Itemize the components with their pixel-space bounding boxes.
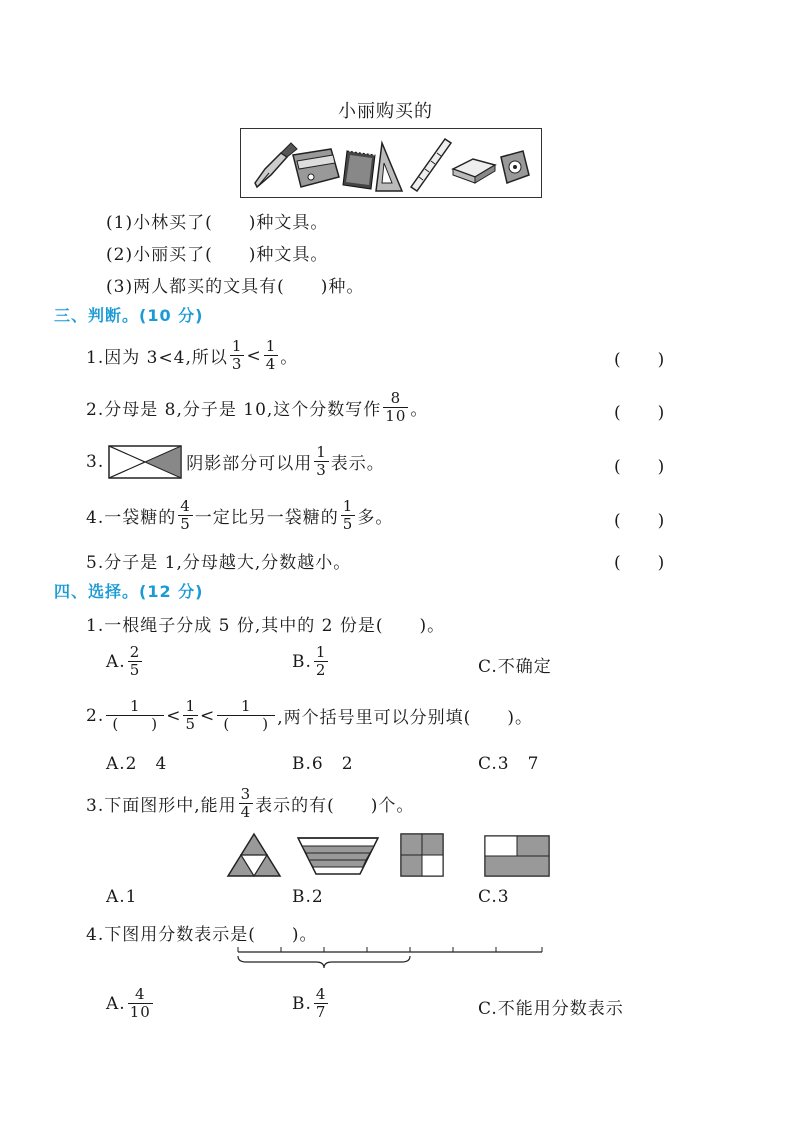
judgment-item: 4.一袋糖的 $\frac{4}{5}$ 一定比另一袋糖的 $\frac{1}{5}$ 多。 [86, 497, 394, 533]
notebook-icon [343, 151, 375, 189]
answer-parens[interactable]: ( ) [614, 350, 666, 370]
fraction: $\frac{1}{3}$ [231, 337, 243, 373]
answer-parens[interactable]: ( ) [614, 457, 666, 477]
choice-stem: 2. $\frac{1}{( )}$ < $\frac{1}{5}$ < $\frac{1}{( )}$ ,两个括号里可以分别填( )。 [86, 697, 533, 733]
option-b[interactable]: B. $\frac{1}{2}$ [292, 643, 327, 679]
choice-stem: 3.下面图形中,能用 $\frac{3}{4}$ 表示的有( )个。 [86, 785, 415, 821]
fraction: $\frac{8}{10}$ [385, 389, 407, 425]
option-c[interactable]: C.3 7 [478, 754, 540, 774]
answer-parens[interactable]: ( ) [614, 553, 666, 573]
fraction: $\frac{1}{5}$ [342, 497, 354, 533]
option-c[interactable]: C.3 [478, 887, 510, 907]
fraction: $\frac{4}{5}$ [180, 497, 191, 533]
question-line: (2)小丽买了( )种文具。 [106, 245, 329, 265]
number-line-figure [232, 944, 548, 974]
judgment-item: 5.分子是 1,分母越大,分数越小。 [86, 553, 352, 573]
option-b[interactable]: B. $\frac{4}{7}$ [292, 985, 327, 1021]
fraction: $\frac{1}{3}$ [316, 443, 327, 479]
section-title: 四、选择。(12 分) [54, 582, 204, 601]
fraction: $\frac{1}{( )}$ [106, 698, 164, 733]
item-text: 2.分母是 8,分子是 10,这个分数写作 [86, 400, 382, 420]
shaded-rectangle-figure [108, 445, 182, 479]
item-text: 4.一袋糖的 [86, 508, 177, 528]
fraction: $\frac{1}{4}$ [265, 337, 277, 373]
square-figure [400, 833, 444, 877]
question-line: (1)小林买了( )种文具。 [106, 213, 329, 233]
section-title: 三、判断。(10 分) [54, 306, 204, 325]
choice-stem: 4.下图用分数表示是( )。 [86, 925, 318, 945]
fraction: $\frac{3}{4}$ [240, 785, 252, 821]
judgment-item: 3. 阴影部分可以用 $\frac{1}{3}$ 表示。 [86, 443, 385, 479]
stationery-image [240, 128, 542, 198]
fraction: $\frac{2}{5}$ [129, 643, 141, 679]
answer-parens[interactable]: ( ) [614, 511, 666, 531]
fraction: $\frac{4}{7}$ [315, 985, 327, 1021]
question-line: (3)两人都买的文具有( )种。 [106, 277, 365, 297]
item-text: 3. [86, 451, 105, 472]
option-b[interactable]: B.2 [292, 887, 324, 907]
option-a[interactable]: A. $\frac{2}{5}$ [106, 643, 141, 679]
rectangle-figure [484, 835, 550, 877]
option-a[interactable]: A.2 4 [106, 754, 168, 774]
option-a[interactable]: A. $\frac{4}{10}$ [106, 985, 151, 1021]
triangle-figure [226, 832, 282, 878]
less-than: < [246, 345, 262, 366]
stationery-title: 小丽购买的 [338, 101, 433, 122]
option-b[interactable]: B.6 2 [292, 754, 354, 774]
option-c[interactable]: C.不能用分数表示 [478, 999, 624, 1019]
choice-stem: 1.一根绳子分成 5 份,其中的 2 份是( )。 [86, 616, 446, 636]
item-text: 1.因为 3<4,所以 [86, 348, 228, 368]
fraction: $\frac{1}{2}$ [315, 643, 327, 679]
option-c[interactable]: C.不确定 [478, 657, 552, 677]
fraction: $\frac{1}{( )}$ [217, 698, 275, 733]
fraction: $\frac{4}{10}$ [129, 985, 151, 1021]
option-a[interactable]: A.1 [106, 887, 138, 907]
judgment-item: 1.因为 3<4,所以 $\frac{1}{3}$ < $\frac{1}{4}$ 。 [86, 337, 299, 373]
answer-parens[interactable]: ( ) [614, 403, 666, 423]
fraction: $\frac{1}{5}$ [185, 697, 197, 733]
judgment-item: 2.分母是 8,分子是 10,这个分数写作 $\frac{8}{10}$ 。 [86, 389, 429, 425]
trapezoid-figure [296, 836, 380, 876]
